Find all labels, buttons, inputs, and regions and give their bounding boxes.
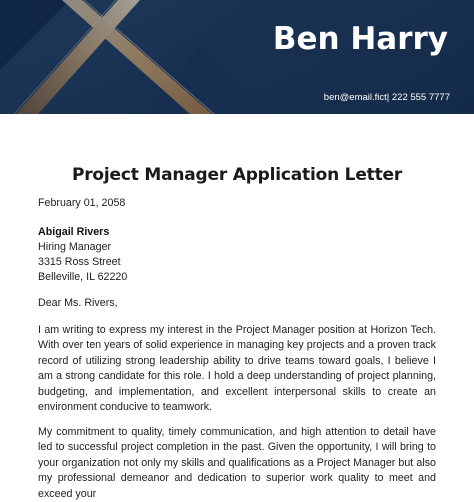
salutation: Dear Ms. Rivers,	[38, 297, 118, 309]
body-paragraph-2: My commitment to quality, timely communication, and high attention to detail have led to successful project completion in the past. Given the opportunity, I will bring to your organization not only my skills and qualifications as a Project Manager but also my professional demeanor and dedication to superior work quality to meet and exceed your	[38, 426, 436, 500]
sender-name: Ben Harry	[272, 21, 448, 57]
recipient-block	[38, 225, 436, 285]
recipient-name: Abigail Rivers	[38, 226, 110, 238]
letterhead-banner	[0, 0, 474, 114]
recipient-position: Hiring Manager	[38, 241, 112, 253]
recipient-street: 3315 Ross Street	[38, 256, 121, 268]
recipient-city: Belleville, IL 62220	[38, 271, 128, 283]
letter-title: Project Manager Application Letter	[71, 165, 403, 185]
body-paragraph-1: I am writing to express my interest in the Project Manager position at Horizon Tech. With over ten years of solid experience in managing key projects and a proven track record of utilizing strong leadership ability to drive teams toward goals, I believe I am a strong candidate for this role. I hold a deep understanding of project planning, budgeting, and implementation, and excellent interpersonal skills to create an environment conducive to teamwork.	[38, 324, 436, 414]
letter-date: February 01, 2058	[38, 197, 126, 209]
sender-contact: ben@email.fict| 222 555 7777	[323, 92, 450, 103]
